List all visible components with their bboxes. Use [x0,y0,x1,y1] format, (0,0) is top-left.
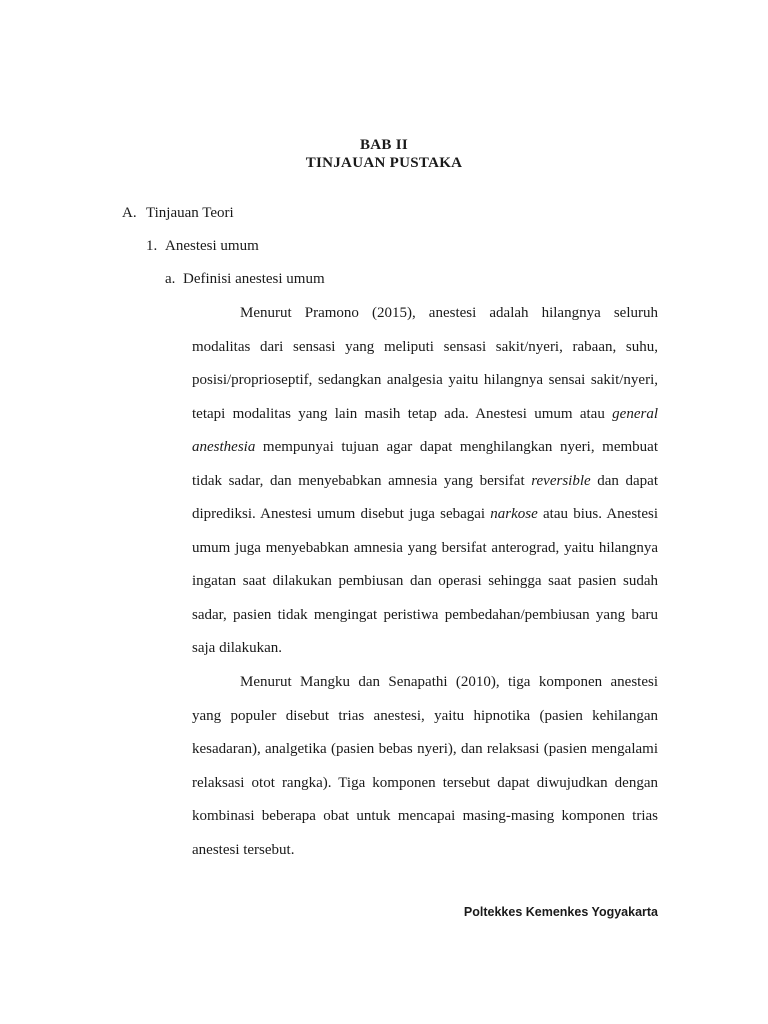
paragraph-mangku-senapathi [192,666,658,867]
term-reversible: reversible [531,472,591,489]
section-label: Tinjauan Teori [146,205,234,221]
subsection-heading-anestesi-umum [146,238,259,255]
footer-institution: Poltekkes Kemenkes Yogyakarta [463,905,658,919]
paragraph-text: atau bius. Anestesi umum juga menyebabkan amnesia yang bersifat anterograd, yaitu hilangnya ingatan saat dilakukan pembiusan dan operasi sehingga saat pasien sudah sadar, pasien tidak mengingat peristiwa pembedahan/pembiusan yang baru saja dilakukan. [192,506,658,656]
subsubsection-label: Definisi anestesi umum [183,271,325,287]
section-marker: A. [122,205,137,221]
paragraph-text: dan dapat diprediksi. Anestesi umum disebut juga sebagai [192,472,658,522]
paragraph-text: mempunyai tujuan agar dapat menghilangkan nyeri, membuat tidak sadar, dan menyebabkan amnesia yang bersifat [192,439,658,489]
subsection-marker: 1. [146,238,158,254]
paragraph-text: Menurut Mangku dan Senapathi (2010), tiga komponen anestesi yang populer disebut trias anestesi, yaitu hipnotika (pasien kehilangan kesadaran), analgetika (pasien bebas nyeri), dan relaksasi (pasien mengalami relaksasi otot rangka). Tiga komponen tersebut dapat diwujudkan dengan kombinasi beberapa obat untuk mencapai masing-masing komponen trias anestesi tersebut. [192,674,658,858]
section-heading-tinjauan-teori [122,205,234,222]
paragraph-text: Menurut Pramono (2015), anestesi adalah hilangnya seluruh modalitas dari sensasi yang meliputi sensasi sakit/nyeri, rabaan, suhu, posisi/proprioseptif, sedangkan analgesia yaitu hilangnya sensai sakit/nyeri, tetapi modalitas yang lain masih tetap ada. Anestesi umum atau [192,305,658,422]
subsubsection-marker: a. [165,271,176,287]
subsection-label: Anestesi umum [165,238,259,254]
subsubsection-heading-definisi [165,271,325,288]
chapter-number: BAB II [359,137,409,153]
chapter-title: TINJAUAN PUSTAKA [305,155,463,171]
term-general-anesthesia: general anesthesia [192,405,658,455]
paragraph-pramono [192,297,658,666]
term-narkose: narkose [490,506,538,522]
